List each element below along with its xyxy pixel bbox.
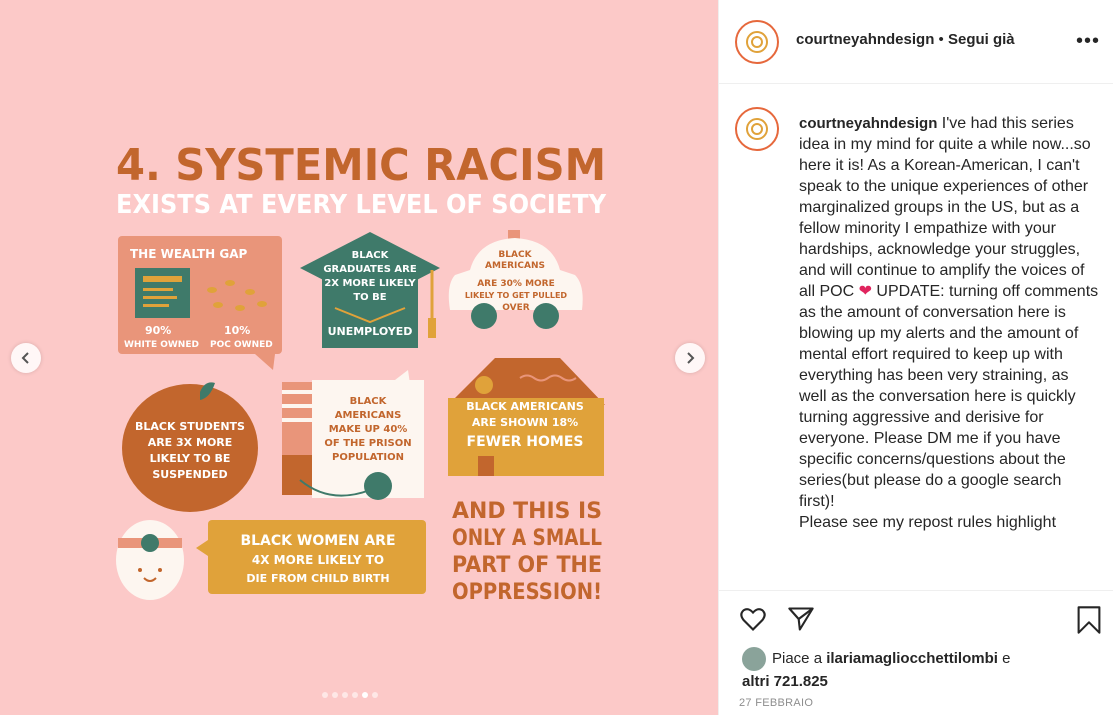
svg-text:BLACK WOMEN ARE: BLACK WOMEN ARE (240, 533, 396, 549)
more-options-button[interactable]: ••• (1075, 30, 1100, 52)
svg-text:AMERICANS: AMERICANS (485, 261, 545, 271)
carousel-dot (342, 692, 348, 698)
caption-avatar[interactable] (735, 107, 779, 151)
svg-text:OVER: OVER (502, 303, 530, 313)
caption-text (799, 113, 1099, 533)
post-sidebar (718, 0, 1113, 715)
logo-icon (745, 117, 769, 141)
caption-area (719, 85, 1113, 590)
follow-button[interactable]: Segui già (947, 31, 1015, 48)
svg-text:BLACK STUDENTS: BLACK STUDENTS (135, 420, 245, 433)
carousel-dot (372, 692, 378, 698)
svg-text:10%: 10% (224, 324, 251, 337)
graduates-panel (300, 232, 440, 348)
svg-text:DIE FROM CHILD BIRTH: DIE FROM CHILD BIRTH (246, 572, 390, 585)
svg-text:AND THIS IS: AND THIS IS (452, 499, 602, 524)
svg-text:2X MORE LIKELY: 2X MORE LIKELY (324, 278, 416, 289)
closing-text (452, 499, 602, 605)
nurse-illustration (116, 520, 184, 600)
svg-text:UNEMPLOYED: UNEMPLOYED (327, 325, 413, 338)
svg-text:LIKELY TO BE: LIKELY TO BE (149, 452, 231, 465)
svg-text:4X MORE LIKELY TO: 4X MORE LIKELY TO (251, 553, 385, 567)
avatar[interactable] (735, 20, 779, 64)
svg-text:MAKE UP 40%: MAKE UP 40% (328, 424, 408, 435)
svg-text:BLACK: BLACK (349, 396, 387, 407)
svg-text:ONLY A SMALL: ONLY A SMALL (452, 526, 602, 551)
caption-body: I've had this series idea in my mind for quite a while now...so here it is! As a Korean-American, I can't speak to the unique experiences of other marginalized groups in the US, but as a fellow minority I empathize with your hardships, acknowledge your struggles, and will continue to amplify the voices of all POC (799, 115, 1091, 300)
post-date[interactable]: 27 FEBBRAIO (739, 697, 814, 709)
likes-count[interactable]: altri 721.825 (742, 673, 828, 690)
svg-text:WHITE OWNED: WHITE OWNED (124, 340, 199, 350)
svg-text:LIKELY TO GET PULLED: LIKELY TO GET PULLED (464, 291, 568, 300)
carousel-dot (352, 692, 358, 698)
svg-text:OF THE PRISON: OF THE PRISON (324, 438, 412, 449)
wealth-gap-panel (118, 236, 282, 370)
carousel-dot-active (362, 692, 368, 698)
header-username[interactable]: courtneyahndesign (796, 31, 935, 48)
svg-text:ARE 30% MORE: ARE 30% MORE (477, 279, 555, 289)
svg-text:ARE 3X MORE: ARE 3X MORE (147, 436, 233, 449)
chevron-right-icon (684, 352, 696, 364)
next-slide-button[interactable] (675, 343, 705, 373)
house-panel (448, 358, 605, 476)
svg-text:POC OWNED: POC OWNED (210, 340, 273, 350)
infographic-subtitle: EXISTS AT EVERY LEVEL OF SOCIETY (116, 190, 608, 220)
share-icon[interactable] (787, 605, 815, 633)
chevron-left-icon (20, 352, 32, 364)
liker-username[interactable]: ilariamagliocchettilombi (826, 649, 998, 667)
apple-panel (122, 382, 258, 512)
carousel-dot (322, 692, 328, 698)
svg-text:TO BE: TO BE (353, 292, 387, 303)
separator: • (938, 31, 944, 48)
svg-text:90%: 90% (145, 324, 172, 337)
svg-text:POPULATION: POPULATION (331, 452, 405, 463)
caption-username[interactable]: courtneyahndesign (799, 115, 938, 132)
svg-text:OPPRESSION!: OPPRESSION! (452, 580, 602, 605)
caption-body-cut: Please see my repost rules highlight (799, 514, 1057, 531)
bookmark-icon[interactable] (1075, 605, 1103, 635)
car-panel (449, 230, 583, 329)
likes-summary: Piace a ilariamagliocchettilombi e altri 721.825 (742, 647, 1010, 692)
svg-text:BLACK: BLACK (351, 250, 389, 261)
svg-text:BLACK: BLACK (498, 250, 532, 260)
caption-body-continued: UPDATE: turning off comments as the amount of conversation here is blowing up my alerts and the amount of mental effort required to keep up with everything has been very straining, as well as the conversation here is quickly turning aggressive and derisive for everyone. Please DM me if you have specific concerns/questions about the series(but please do a google search first)! (799, 283, 1099, 510)
logo-icon (745, 30, 769, 54)
svg-text:PART OF THE: PART OF THE (452, 553, 602, 578)
previous-slide-button[interactable] (11, 343, 41, 373)
carousel-dot (332, 692, 338, 698)
heart-icon[interactable] (739, 605, 767, 633)
women-panel (196, 520, 426, 594)
carousel-indicator (322, 692, 378, 698)
heart-emoji: ❤ (858, 283, 872, 300)
svg-text:BLACK AMERICANS: BLACK AMERICANS (466, 400, 584, 413)
liker-avatar[interactable] (742, 647, 766, 671)
prison-panel (282, 370, 424, 500)
svg-text:SUSPENDED: SUSPENDED (152, 468, 228, 481)
svg-text:FEWER HOMES: FEWER HOMES (466, 434, 584, 450)
svg-text:ARE SHOWN 18%: ARE SHOWN 18% (471, 416, 579, 429)
svg-text:GRADUATES ARE: GRADUATES ARE (323, 264, 417, 275)
wealth-gap-title: THE WEALTH GAP (130, 247, 248, 261)
svg-text:AMERICANS: AMERICANS (334, 410, 402, 421)
action-bar (719, 590, 1113, 716)
infographic-title: 4. SYSTEMIC RACISM (116, 140, 606, 191)
header-title (796, 31, 1015, 48)
post-header (719, 0, 1113, 84)
